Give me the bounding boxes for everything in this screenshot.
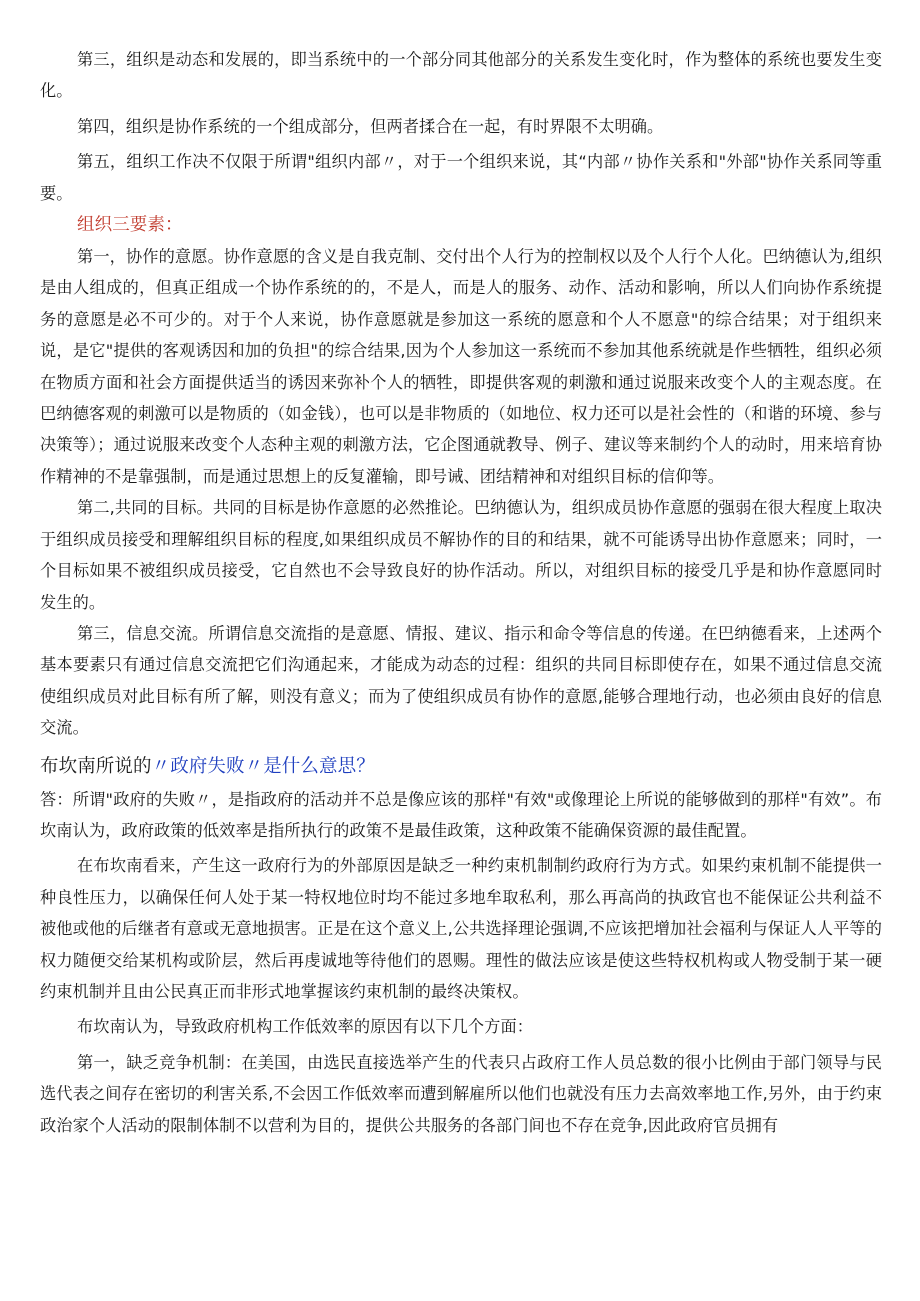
element-paragraph-1: 第一，协作的意愿。协作意愿的含义是自我克制、交付出个人行为的控制权以及个人行个人化。巴纳德认为,组织是由人组成的，但真正组成一个协作系统的的，不是人，而是人的服务、动作、活动和影响，所以人们向协作系统提务的意愿是必不可少的。对于个人来说，协作意愿就是参加这一系统的愿意和个人不愿意"的综合结果；对于组织来说，是它"提供的客观诱因和加的负担"的综合结果,因为个人参加这一系统而不参加其他系统就是作些牺牲，组织必须在物质方面和社会方面提供适当的诱因来弥补个人的牺牲，即提供客观的刺激和通过说服来改变个人的主观态度。在巴纳德客观的刺激可以是物质的（如金钱），也可以是非物质的（如地位、权力还可以是社会性的（和谐的环境、参与决策等）；通过说服来改变个人态种主观的刺激方法，它企图通就教导、例子、建议等来制约个人的动时，用来培育协作精神的不是靠强制，而是通过思想上的反复灌输，即号诫、团结精神和对组织目标的信仰等。	[40, 247, 882, 486]
answer-label: 答：	[40, 789, 73, 809]
answer-first-text: 所谓"政府的失败〃，是指政府的活动并不总是像应该的那样"有效"或像理论上所说的能够做到的那样"有效”。布坎南认为，政府政策的低效率是指所执行的政策不是最佳政策，这种政策不能确保资源的最佳配置。	[40, 789, 882, 840]
intro-paragraph-5: 第五，组织工作决不仅限于所谓"组织内部〃，对于一个组织来说，其“内部〃协作关系和"外部"协作关系同等重要。	[40, 152, 882, 203]
intro-paragraph-3: 第三，组织是动态和发展的，即当系统中的一个部分同其他部分的关系发生变化时，作为整体的系统也要发生变化。	[40, 50, 882, 101]
answer-paragraph-2: 布坎南认为，导致政府机构工作低效率的原因有以下几个方面：	[77, 1017, 534, 1037]
answer-first-paragraph	[40, 784, 882, 847]
question-prefix: 布坎南所说的	[40, 755, 152, 777]
answer-paragraph-3: 第一，缺乏竞争机制：在美国，由选民直接选举产生的代表只占政府工作人员总数的很小比例由于部门领导与民选代表之间存在密切的利害关系,不会因工作低效率而遭到解雇所以他们也就没有压力去高效率地工作,另外，由于约束政治家个人活动的限制体制不以营利为目的，提供公共服务的各部门间也不存在竞争,因此政府官员拥有	[40, 1052, 882, 1135]
element-paragraph-2: 第二,共同的目标。共同的目标是协作意愿的必然推论。巴纳德认为，组织成员协作意愿的强弱在很大程度上取决于组织成员接受和理解组织目标的程度,如果组织成员不解协作的目的和结果，就不可能诱导出协作意愿来；同时，一个目标如果不被组织成员接受，它自然也不会导致良好的协作活动。所以，对组织目标的接受几乎是和协作意愿同时发生的。	[40, 498, 882, 612]
intro-paragraph-4: 第四，组织是协作系统的一个组成部分，但两者揉合在一起，有时界限不太明确。	[77, 116, 664, 136]
element-paragraph-3: 第三，信息交流。所谓信息交流指的是意愿、情报、建议、指示和命令等信息的传递。在巴纳德看来，上述两个基本要素只有通过信息交流把它们沟通起来，才能成为动态的过程：组织的共同目标即使存在，如果不通过信息交流使组织成员对此目标有所了解，则没有意义；而为了使组织成员有协作的意愿,能够合理地行动，也必须由良好的信息交流。	[40, 623, 882, 738]
question-highlight: 〃政府失败〃是什么意思？	[151, 755, 375, 777]
section-heading: 组织三要素：	[77, 215, 183, 236]
answer-paragraph-1: 在布坎南看来，产生这一政府行为的外部原因是缺乏一种约束机制制约政府行为方式。如果约束机制不能提供一种良性压力，以确保任何人处于某一特权地位时均不能过多地牟取私利，那么再高尚的执政官也不能保证公共利益不被他或他的后继者有意或无意地损害。正是在这个意义上,公共选择理论强调,不应该把增加社会福利与保证人人平等的权力随便交给某机构或阶层，然后再虔诚地等待他们的恩赐。理性的做法应该是使这些特权机构或人物受制于某一硬约束机制并且由公民真正而非形式地掌握该约束机制的最终决策权。	[40, 856, 882, 1001]
question-heading	[40, 750, 882, 784]
document-page	[40, 44, 882, 1141]
